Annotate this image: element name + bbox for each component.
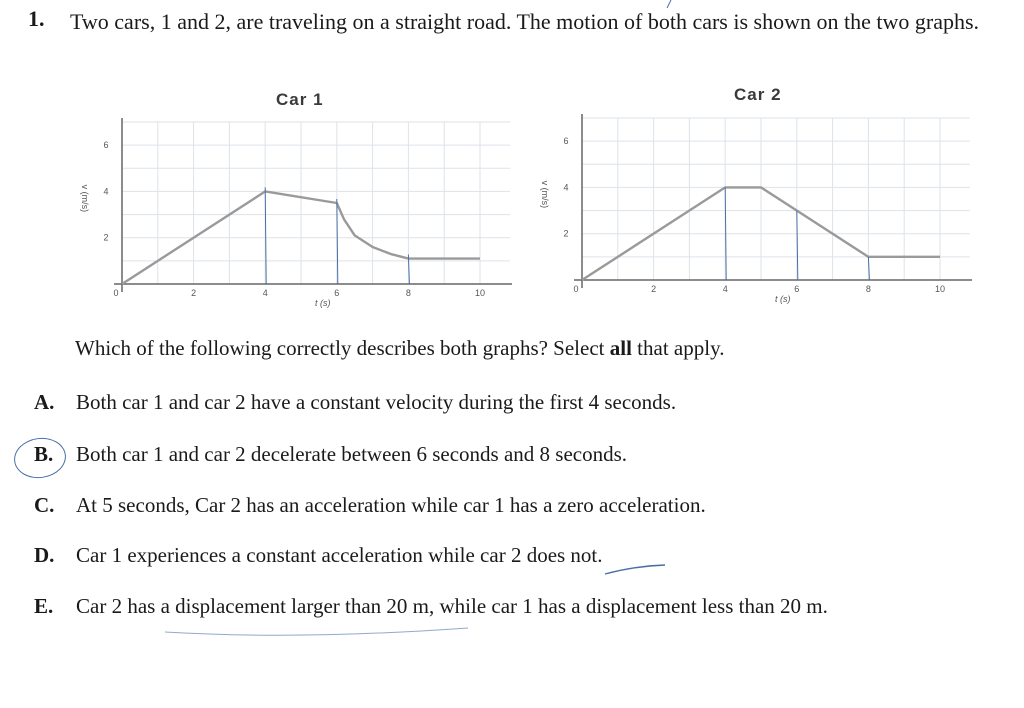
chart-car2 xyxy=(520,108,980,323)
y-tick-label: 2 xyxy=(563,228,569,239)
y-tick-label: 4 xyxy=(103,186,109,197)
x-tick-label: 0 xyxy=(573,284,579,294)
option-c[interactable] xyxy=(34,493,706,518)
chart-title-car2: Car 2 xyxy=(734,85,782,104)
option-e[interactable] xyxy=(34,594,828,619)
x-tick-label: 4 xyxy=(722,284,728,294)
option-e-letter: E. xyxy=(34,594,54,618)
option-e-text: Car 2 has a displacement larger than 20 m, while car 1 has a displacement less than 20 m. xyxy=(76,594,828,618)
y-tick-label: 6 xyxy=(563,136,569,147)
option-a-letter: A. xyxy=(34,390,55,414)
chart-car1 xyxy=(60,112,520,327)
option-a[interactable] xyxy=(34,390,676,415)
y-tick-label: 4 xyxy=(563,182,569,193)
pen-mark-underline-e xyxy=(165,628,468,635)
option-d[interactable] xyxy=(34,543,603,568)
prompt-text xyxy=(75,336,724,361)
x-tick-label: 8 xyxy=(405,288,411,298)
x-axis-label: t (s) xyxy=(775,294,791,304)
y-axis-label: v (m/s) xyxy=(540,180,550,209)
x-tick-label: 0 xyxy=(113,288,119,298)
x-tick-label: 6 xyxy=(334,288,340,298)
x-tick-label: 10 xyxy=(934,284,946,294)
y-tick-label: 2 xyxy=(103,232,109,243)
chart-title-car1: Car 1 xyxy=(276,90,324,109)
x-tick-label: 10 xyxy=(474,288,486,298)
y-axis-label: v (m/s) xyxy=(80,184,90,213)
question-text: Two cars, 1 and 2, are traveling on a straight road. The motion of both cars is shown on the two graphs. xyxy=(70,9,980,34)
x-tick-label: 6 xyxy=(794,284,800,294)
option-d-letter: D. xyxy=(34,543,55,567)
prompt-after: that apply. xyxy=(631,336,725,360)
prompt-before: Which of the following correctly describes both graphs? Select xyxy=(75,336,610,360)
x-axis-label: t (s) xyxy=(315,298,331,308)
option-c-letter: C. xyxy=(34,493,55,517)
x-tick-label: 2 xyxy=(191,288,197,298)
pen-mark-underline-d xyxy=(605,565,665,574)
option-b[interactable] xyxy=(34,442,627,467)
x-tick-label: 4 xyxy=(262,288,268,298)
x-tick-label: 8 xyxy=(865,284,871,294)
option-b-letter: B. xyxy=(34,442,54,466)
x-tick-label: 2 xyxy=(651,284,657,294)
y-tick-label: 6 xyxy=(103,140,109,151)
option-d-text: Car 1 experiences a constant acceleration while car 2 does not. xyxy=(76,543,603,567)
option-b-text: Both car 1 and car 2 decelerate between 6 seconds and 8 seconds. xyxy=(76,442,628,466)
option-a-text: Both car 1 and car 2 have a constant velocity during the first 4 seconds. xyxy=(76,390,677,414)
prompt-bold-word: all xyxy=(609,336,632,360)
option-c-text: At 5 seconds, Car 2 has an acceleration while car 1 has a zero acceleration. xyxy=(76,493,706,517)
question-number: 1. xyxy=(28,6,45,31)
